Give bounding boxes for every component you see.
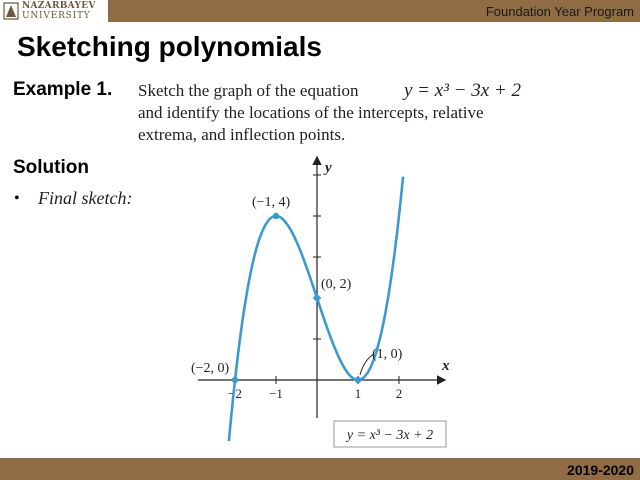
problem-equation: y = x³ − 3x + 2: [404, 80, 521, 101]
bullet-text: Final sketch:: [38, 188, 133, 208]
key-point: [273, 213, 279, 219]
program-name: Foundation Year Program: [485, 4, 634, 19]
problem-line-3: extrema, and inflection points.: [138, 125, 346, 144]
key-point: [232, 377, 238, 383]
x-tick-label: 2: [395, 386, 403, 401]
key-point: [314, 295, 320, 301]
problem-line-2: and identify the locations of the intercepts, relative: [138, 103, 484, 122]
x-axis-label: x: [442, 358, 450, 374]
slide-title: Sketching polynomials: [17, 31, 322, 62]
solution-label: Solution: [13, 157, 89, 178]
university-name-line2: UNIVERSITY: [22, 11, 91, 21]
x-tick-label: −2: [228, 386, 242, 401]
footer-bar: [0, 458, 640, 480]
x-tick-label: 1: [354, 386, 362, 401]
academic-year: 2019-2020: [567, 462, 634, 478]
equation-box-text: y = x³ − 3x + 2: [346, 428, 434, 443]
point-label: (−2, 0): [191, 361, 230, 376]
university-name-line1: NAZARBAYEV: [22, 1, 96, 11]
point-label: (0, 2): [321, 277, 352, 292]
example-label: Example 1.: [13, 79, 113, 100]
point-label: (1, 0): [372, 347, 403, 362]
x-tick-label: −1: [269, 386, 283, 401]
y-axis-label: y: [325, 160, 332, 176]
bullet-dot-icon: •: [14, 190, 20, 207]
problem-line-1: Sketch the graph of the equation: [138, 81, 359, 100]
point-label: (−1, 4): [252, 195, 291, 210]
key-point: [355, 377, 361, 383]
